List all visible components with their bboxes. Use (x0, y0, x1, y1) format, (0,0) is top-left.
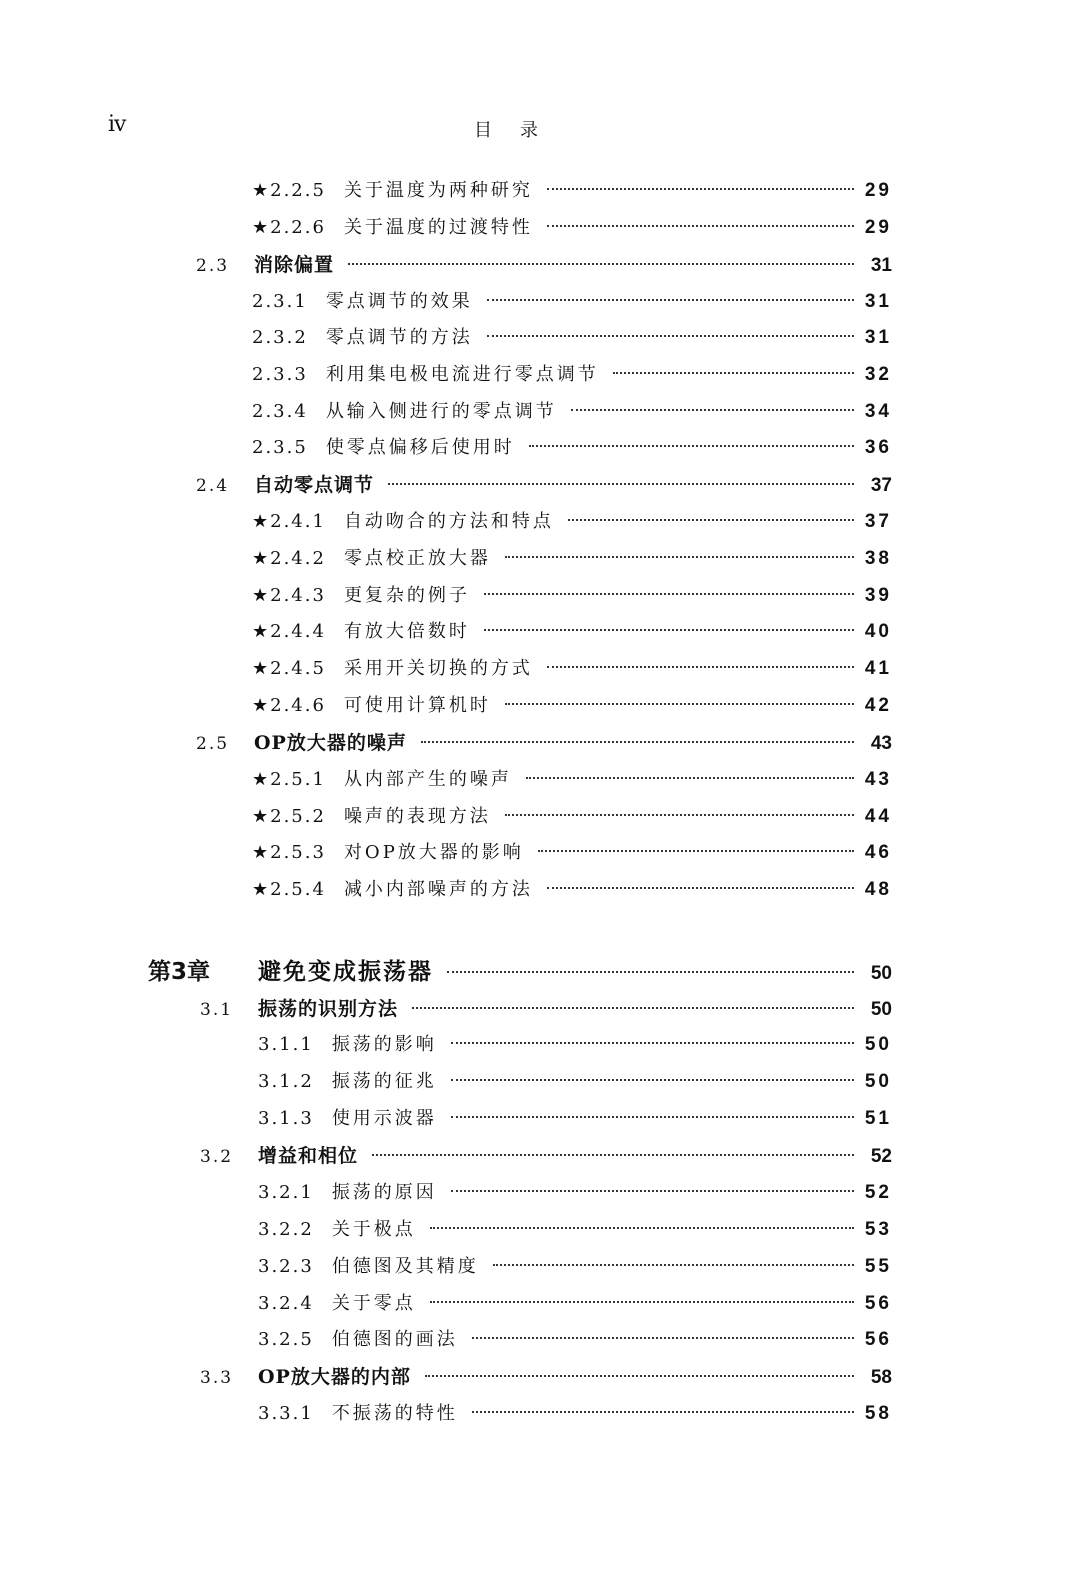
toc-entry-page: 42 (864, 695, 892, 716)
toc-entry (252, 213, 892, 239)
toc-entry-title: 消除偏置 (254, 254, 335, 276)
toc-entry-number: ★2.4.6 (252, 695, 326, 716)
toc-entry-page: 32 (864, 364, 892, 385)
toc-entry (252, 544, 892, 570)
dot-leader (451, 1042, 854, 1044)
dot-leader (484, 593, 854, 595)
dot-leader (505, 814, 854, 816)
toc-entry-title: OP放大器的噪声 (254, 732, 407, 754)
toc-entry-page: 36 (864, 437, 892, 458)
toc-entry-number: 2.5 (196, 734, 230, 754)
dot-leader (547, 666, 854, 668)
dot-leader (451, 1079, 854, 1081)
toc-entry-number: 3.2.4 (258, 1293, 314, 1314)
toc-entry (196, 470, 892, 497)
toc-entry-page: 44 (864, 806, 892, 827)
toc-entry-title: 伯德图的画法 (331, 1329, 458, 1350)
toc-entry-title: 零点调节的方法 (325, 327, 473, 348)
toc-entry (252, 323, 892, 349)
toc-entry-page: 37 (864, 511, 892, 532)
dot-leader (388, 483, 854, 485)
toc-entry-page: 56 (864, 1293, 892, 1314)
toc-entry (252, 507, 892, 533)
toc-entry-number: 2.4 (196, 476, 230, 496)
toc-entry-title: 振荡的征兆 (331, 1071, 437, 1092)
dot-leader (451, 1190, 854, 1192)
dot-leader (472, 1337, 854, 1339)
toc-entry-title: 使用示波器 (331, 1108, 437, 1129)
toc-entry-number: 2.3.5 (252, 437, 308, 458)
dot-leader (372, 1154, 854, 1156)
toc-entry-page: 52 (870, 1146, 892, 1167)
toc-entry (200, 1362, 892, 1389)
dot-leader (538, 850, 854, 852)
toc-entry (252, 433, 892, 459)
toc-entry-page: 50 (870, 963, 892, 984)
toc-entry-number: ★2.5.1 (252, 769, 326, 790)
toc-entry (258, 1289, 892, 1315)
toc-entry-number: ★2.4.1 (252, 511, 326, 532)
toc-entry-title: 噪声的表现方法 (343, 806, 491, 827)
toc-entry-page: 43 (864, 769, 892, 790)
toc-entry-number: ★2.4.5 (252, 658, 326, 679)
toc-entry-title: 采用开关切换的方式 (343, 658, 533, 679)
dot-leader (487, 335, 854, 337)
toc-entry-title: 关于温度为两种研究 (343, 180, 533, 201)
toc-entry-title: 关于温度的过渡特性 (343, 217, 533, 238)
toc-entry-page: 29 (864, 217, 892, 238)
toc-entry-title: 对OP放大器的影响 (343, 842, 524, 863)
toc-entry-title: 减小内部噪声的方法 (343, 879, 533, 900)
toc-entry-number: 3.2.2 (258, 1219, 314, 1240)
toc-entry (200, 1141, 892, 1168)
dot-leader (547, 188, 854, 190)
toc-entry (252, 617, 892, 643)
toc-entry-number: 3.2.1 (258, 1182, 314, 1203)
toc-entry-number: ★2.5.3 (252, 842, 326, 863)
toc-entry-title: 可使用计算机时 (343, 695, 491, 716)
toc-entry-number: 2.3.2 (252, 327, 308, 348)
toc-entry-number: 3.1 (200, 1000, 234, 1020)
toc-entry (252, 691, 892, 717)
dot-leader (430, 1301, 854, 1303)
toc-entry-title: 关于零点 (331, 1293, 416, 1314)
toc-entry-page: 43 (870, 733, 892, 754)
dot-leader (451, 1116, 854, 1118)
toc-entry-title: 使零点偏移后使用时 (325, 437, 515, 458)
dot-leader (529, 445, 854, 447)
dot-leader (425, 1375, 854, 1377)
toc-entry-number: 3.2.5 (258, 1329, 314, 1350)
toc-entry-title: 从输入侧进行的零点调节 (325, 401, 557, 422)
toc-entry-page: 39 (864, 585, 892, 606)
toc-entry-title: 避免变成振荡器 (258, 959, 433, 985)
toc-entry (196, 250, 892, 277)
dot-leader (348, 263, 854, 265)
toc-entry-page: 31 (864, 291, 892, 312)
dot-leader (547, 225, 854, 227)
toc-entry-number: 第3章 (148, 959, 211, 985)
toc-entry (258, 1215, 892, 1241)
toc-entry (252, 875, 892, 901)
toc-entry-number: ★2.4.4 (252, 621, 326, 642)
toc-entry-page: 58 (864, 1403, 892, 1424)
toc-entry (252, 397, 892, 423)
toc-entry-page: 37 (870, 475, 892, 496)
toc-entry-page: 31 (864, 327, 892, 348)
dot-leader (484, 629, 854, 631)
dot-leader (430, 1227, 854, 1229)
toc-entry-page: 34 (864, 401, 892, 422)
toc-entry-number: 3.2.3 (258, 1256, 314, 1277)
toc-entry-title: 振荡的原因 (331, 1182, 437, 1203)
toc-entry-number: 3.1.1 (258, 1034, 314, 1055)
toc-entry-number: ★2.4.3 (252, 585, 326, 606)
toc-entry (252, 360, 892, 386)
dot-leader (571, 409, 854, 411)
toc-entry-page: 40 (864, 621, 892, 642)
toc-entry-number: 3.2 (200, 1147, 234, 1167)
toc-entry-number: 2.3.1 (252, 291, 308, 312)
toc-entry (252, 838, 892, 864)
toc-entry-title: 有放大倍数时 (343, 621, 470, 642)
dot-leader (447, 971, 854, 973)
toc-entry-page: 46 (864, 842, 892, 863)
toc-entry-number: 3.3 (200, 1368, 234, 1388)
toc-entry-number: 3.1.2 (258, 1071, 314, 1092)
toc-entry-number: 3.3.1 (258, 1403, 314, 1424)
dot-leader (472, 1411, 854, 1413)
toc-entry (252, 581, 892, 607)
dot-leader (493, 1264, 854, 1266)
dot-leader (505, 703, 854, 705)
toc-entry (148, 953, 892, 986)
toc-entry (258, 1104, 892, 1130)
toc-entry-number: 2.3 (196, 256, 230, 276)
page-number: iv (108, 112, 126, 137)
toc-entry (258, 1178, 892, 1204)
toc-entry-page: 41 (864, 658, 892, 679)
toc-entry-title: 零点校正放大器 (343, 548, 491, 569)
toc-entry-page: 29 (864, 180, 892, 201)
toc-entry-title: 更复杂的例子 (343, 585, 470, 606)
toc-entry-title: 伯德图及其精度 (331, 1256, 479, 1277)
dot-leader (568, 519, 854, 521)
toc-entry-page: 58 (870, 1367, 892, 1388)
toc-entry-page: 31 (870, 255, 892, 276)
toc-entry-title: 不振荡的特性 (331, 1403, 458, 1424)
toc-entry (258, 1325, 892, 1351)
toc-entry-number: ★2.5.2 (252, 806, 326, 827)
toc-entry-title: 利用集电极电流进行零点调节 (325, 364, 599, 385)
toc-entry-title: 从内部产生的噪声 (343, 769, 512, 790)
toc-entry-page: 50 (864, 1034, 892, 1055)
toc-entry (252, 176, 892, 202)
toc-entry-page: 38 (864, 548, 892, 569)
toc-entry-title: 关于极点 (331, 1219, 416, 1240)
toc-entry-title: 振荡的识别方法 (258, 998, 399, 1020)
toc-entry-number: ★2.2.6 (252, 217, 326, 238)
toc-entry-number: 3.1.3 (258, 1108, 314, 1129)
dot-leader (526, 777, 854, 779)
toc-entry-number: ★2.5.4 (252, 879, 326, 900)
toc-entry (252, 287, 892, 313)
toc-entry (258, 1067, 892, 1093)
dot-leader (547, 887, 854, 889)
toc-entry-number: 2.3.3 (252, 364, 308, 385)
dot-leader (412, 1007, 854, 1009)
toc-entry-number: ★2.2.5 (252, 180, 326, 201)
toc-entry-page: 48 (864, 879, 892, 900)
toc-entry-page: 50 (864, 1071, 892, 1092)
toc-entry-title: 增益和相位 (258, 1145, 359, 1167)
toc-entry (258, 1252, 892, 1278)
toc-entry-number: 2.3.4 (252, 401, 308, 422)
toc-entry-page: 51 (864, 1108, 892, 1129)
toc-entry (196, 728, 892, 755)
toc-entry-page: 53 (864, 1219, 892, 1240)
toc-entry-title: 振荡的影响 (331, 1034, 437, 1055)
toc-entry (258, 1399, 892, 1425)
toc-entry-title: 自动零点调节 (254, 474, 375, 496)
toc-entry (252, 654, 892, 680)
toc-entry-title: 零点调节的效果 (325, 291, 473, 312)
toc-entry (258, 1030, 892, 1056)
toc-entry-page: 55 (864, 1256, 892, 1277)
toc-entry-title: OP放大器的内部 (258, 1366, 411, 1388)
dot-leader (487, 299, 854, 301)
toc-entry-title: 自动吻合的方法和特点 (343, 511, 554, 532)
toc-entry-page: 56 (864, 1329, 892, 1350)
toc-entry (252, 802, 892, 828)
toc-entry-page: 52 (864, 1182, 892, 1203)
toc-entry-page: 50 (870, 999, 892, 1020)
dot-leader (421, 741, 854, 743)
dot-leader (613, 372, 854, 374)
toc-entry (200, 994, 892, 1021)
toc-entry-number: ★2.4.2 (252, 548, 326, 569)
dot-leader (505, 556, 854, 558)
toc-entry (252, 765, 892, 791)
running-title: 目录 (474, 120, 566, 141)
